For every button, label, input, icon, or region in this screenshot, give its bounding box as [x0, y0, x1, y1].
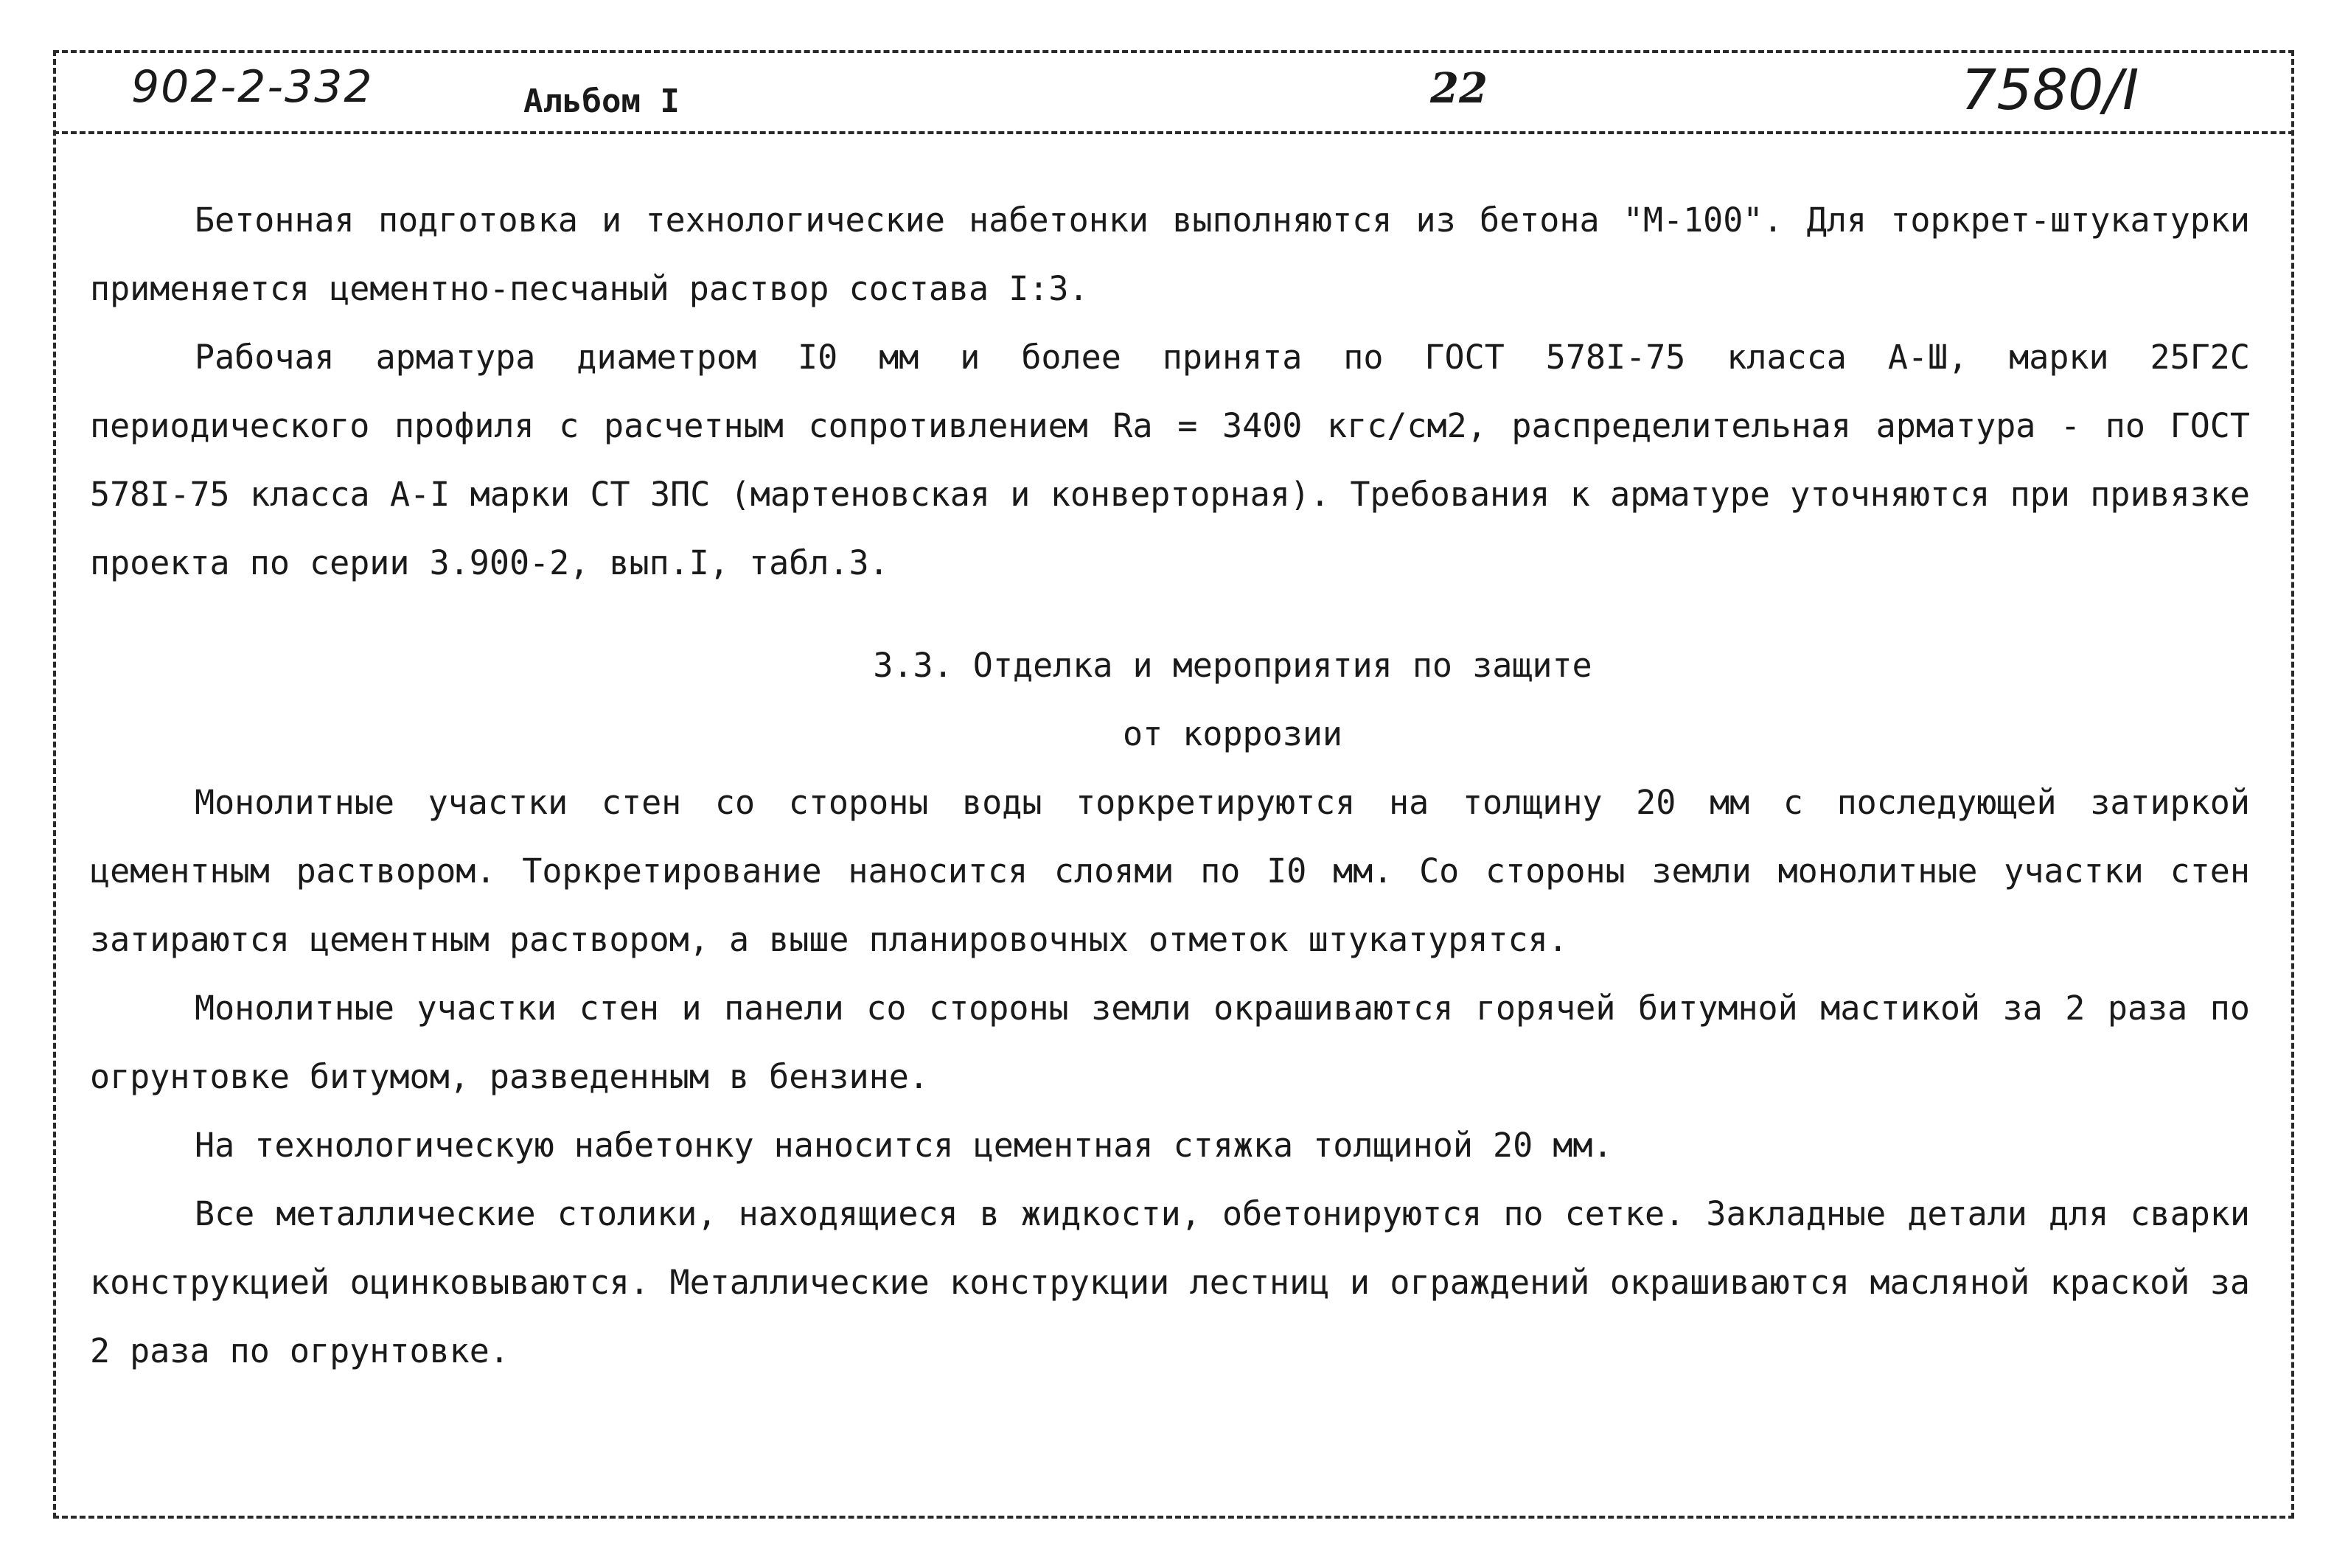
section-heading-line-1: 3.3. Отделка и мероприятия по защите: [873, 646, 1592, 685]
paragraph-reinforcement: Рабочая арматура диаметром I0 мм и более принята по ГОСТ 578I-75 класса А-Ш, марки 25Г2С периодического профиля с расчетным сопротивлением Rа = 3400 кгс/см2, распределительная арматура - по ГОСТ 578I-75 класса А-I марки СТ 3ПС (мартеновская и конверторная). Требования к арматуре уточняются при привязке проекта по серии 3.900-2, вып.I, табл.3.: [90, 338, 2250, 582]
document-body: [90, 186, 2250, 1385]
inventory-number: 7580/I: [1961, 57, 2139, 122]
section-heading-line-2: от коррозии: [1122, 714, 1342, 753]
document-code: 902-2-332: [131, 61, 374, 113]
header-divider: [53, 131, 2294, 134]
album-label: Альбом I: [523, 83, 680, 120]
section-heading: [90, 631, 2250, 768]
paragraph-metalwork: Все металлические столики, находящиеся в жидкости, обетонируются по сетке. Закладные детали для сварки конструкцией оцинковываются. Металлические конструкции лестниц и ограждений окрашиваются масляной краской за 2 раза по огрунтовке.: [90, 1194, 2250, 1370]
paragraph-gunite: Монолитные участки стен со стороны воды торкретируются на толщину 20 мм с последующей затиркой цементным раствором. Торкретирование наносится слоями по I0 мм. Со стороны земли монолитные участки стен затираются цементным раствором, а выше планировочных отметок штукатурятся.: [90, 783, 2250, 959]
paragraph-bitumen: Монолитные участки стен и панели со стороны земли окрашиваются горячей битумной мастикой за 2 раза по огрунтовке битумом, разведенным в бензине.: [90, 989, 2250, 1096]
paragraph-concrete-prep: Бетонная подготовка и технологические набетонки выполняются из бетона "М-100". Для торкрет-штукатурки применяется цементно-песчаный раствор состава I:3.: [90, 201, 2250, 308]
paragraph-screed: На технологическую набетонку наносится цементная стяжка толщиной 20 мм.: [195, 1126, 1613, 1165]
page-number: 22: [1430, 64, 1488, 113]
